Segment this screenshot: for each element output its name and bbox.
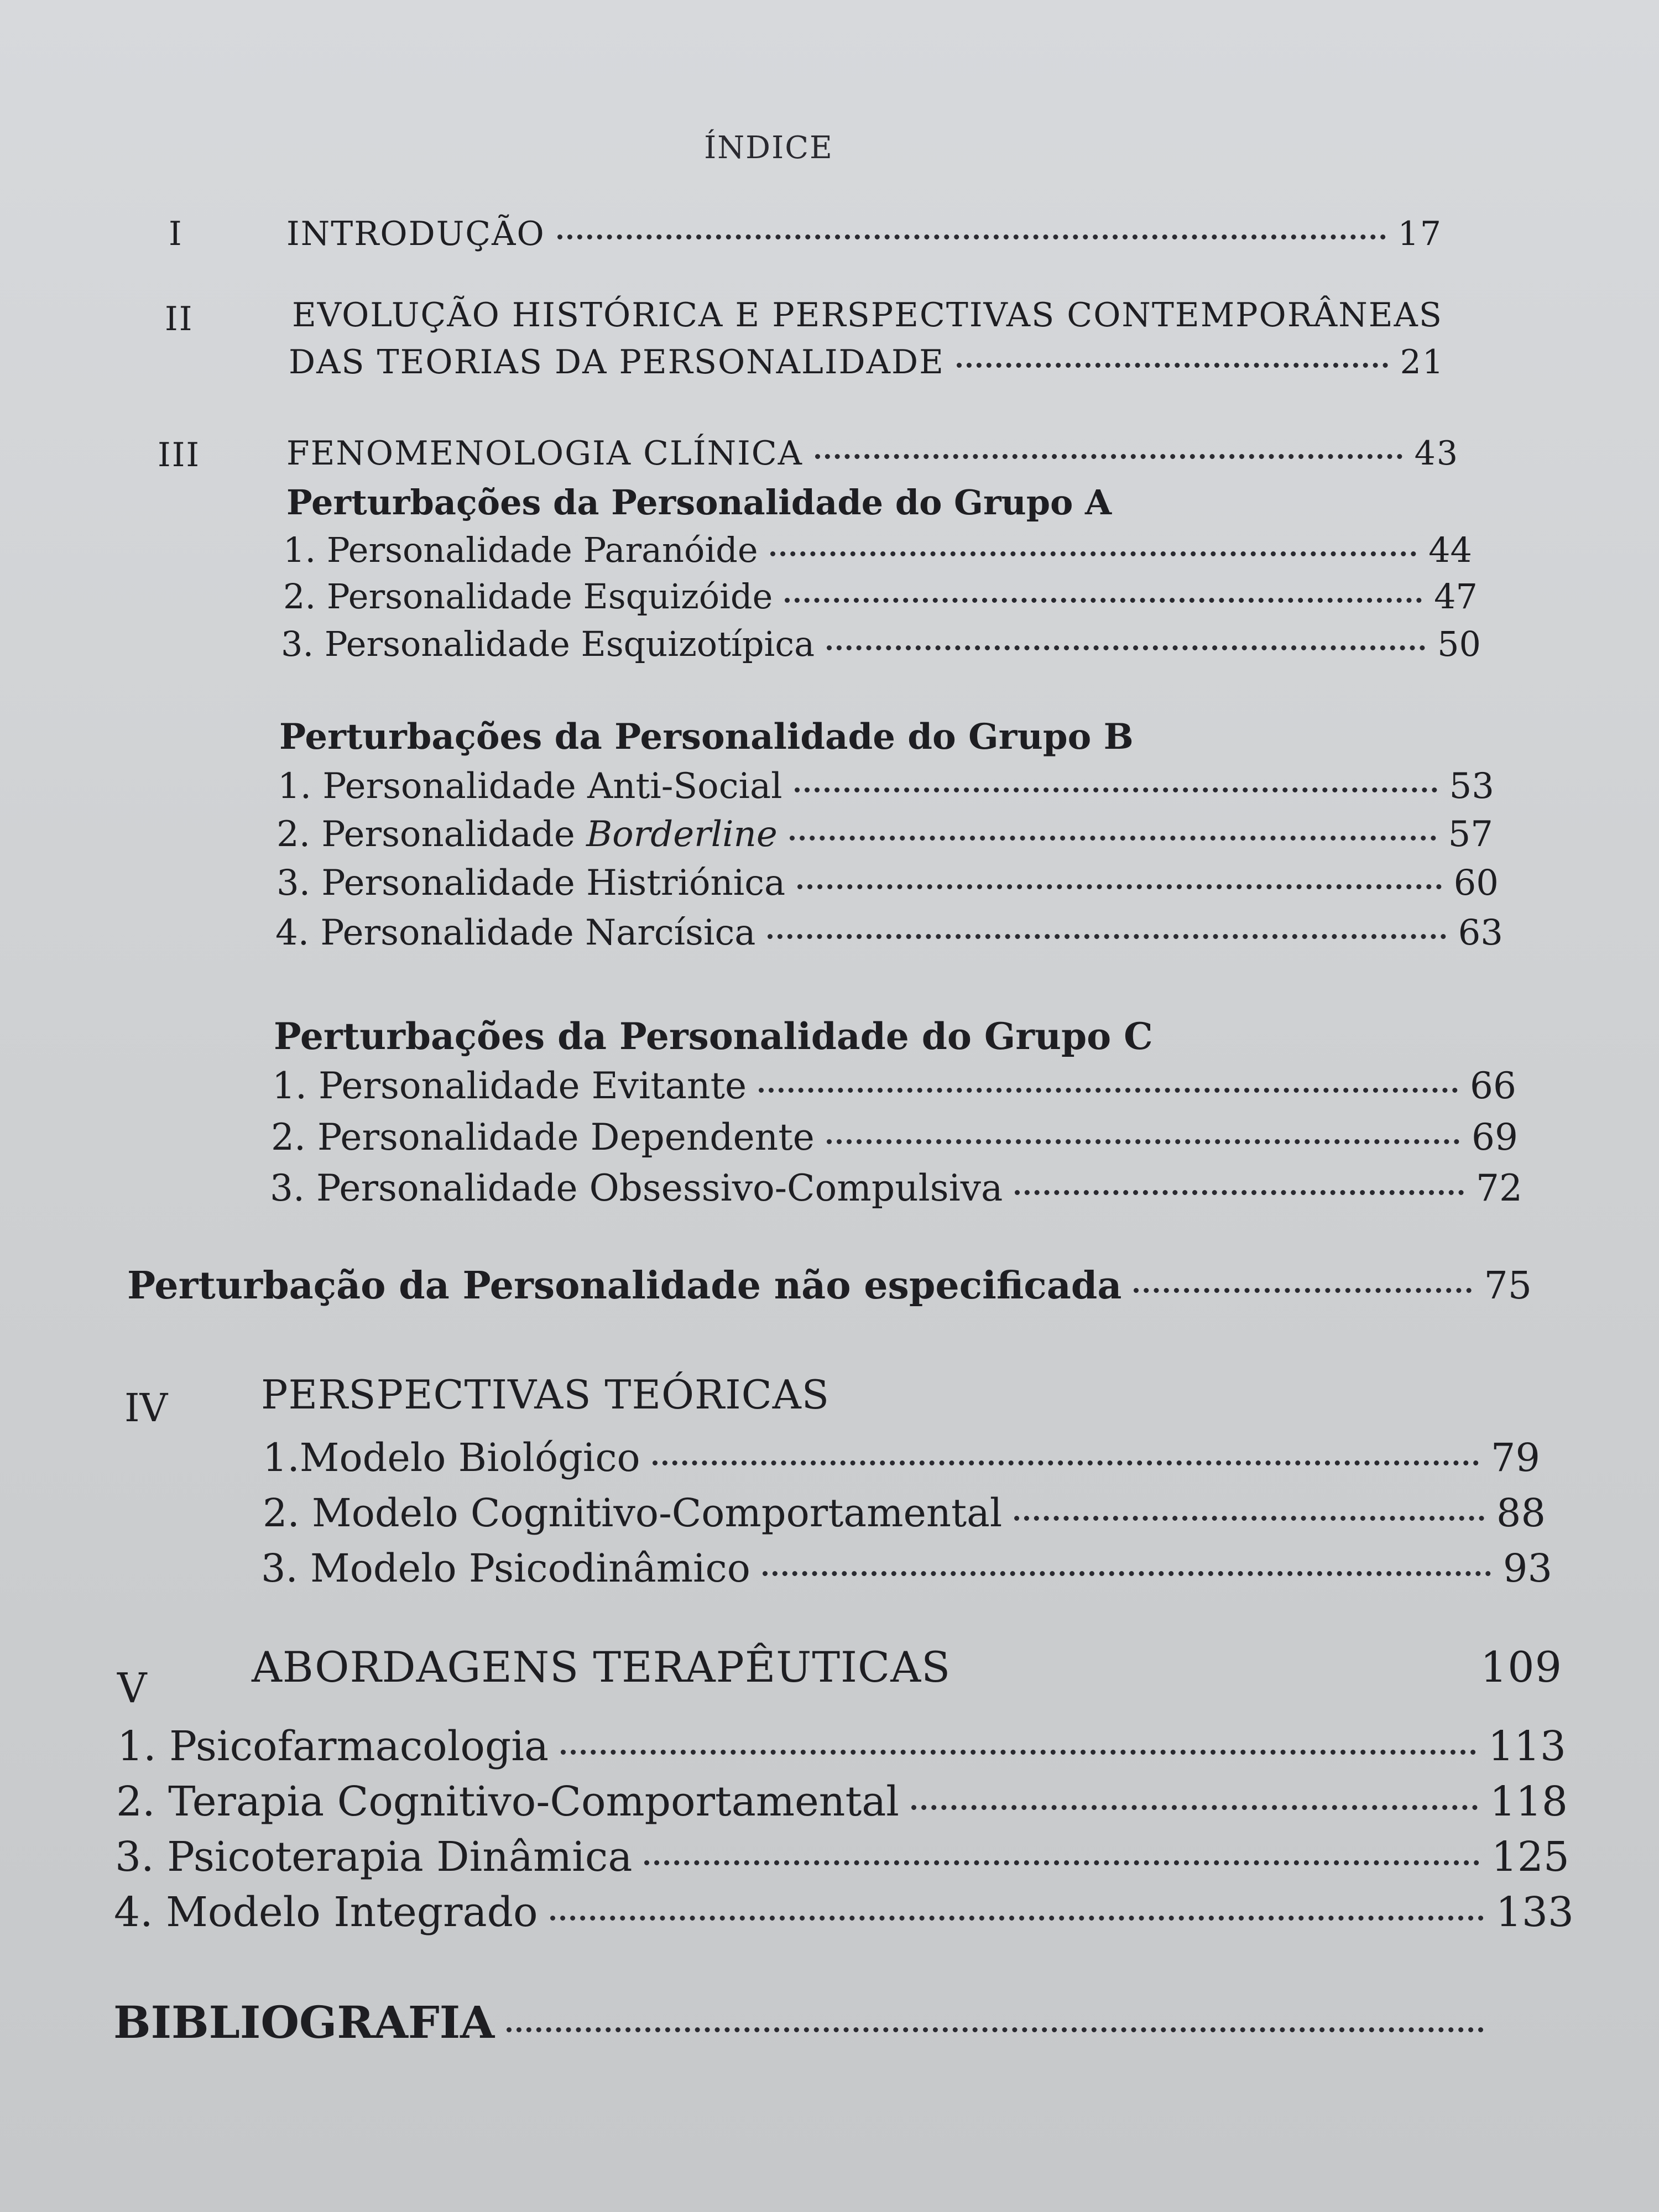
toc-entry-paranoide <box>283 530 1472 570</box>
group-b-heading <box>279 716 1134 758</box>
entry-page: 60 <box>1453 863 1499 904</box>
toc-entry-modelo-psicodinamico <box>261 1546 1552 1591</box>
dot-leader <box>827 1139 1459 1144</box>
group-c-heading <box>274 1015 1153 1058</box>
toc-entry-fenomenologia <box>286 434 1459 473</box>
entry-page: 113 <box>1488 1723 1566 1770</box>
toc-entry-borderline <box>276 814 1493 855</box>
toc-entry-bibliografia <box>113 1996 1496 2048</box>
dot-leader <box>797 884 1441 889</box>
entry-label: 1. Personalidade Evitante <box>272 1065 747 1107</box>
dot-leader <box>561 1750 1476 1755</box>
entry-label: 4. Personalidade Narcísica <box>275 912 756 953</box>
entry-page: 63 <box>1458 912 1503 953</box>
dot-leader <box>653 1460 1479 1465</box>
toc-entry-modelo-cognitivo <box>263 1490 1546 1536</box>
entry-label: 1. Personalidade Paranóide <box>283 530 758 570</box>
entry-label: PERSPECTIVAS TEÓRICAS <box>261 1371 830 1418</box>
toc-entry-esquizoide <box>283 576 1478 617</box>
toc-entry-evitante <box>272 1065 1516 1107</box>
dot-leader <box>795 787 1437 792</box>
dot-leader <box>644 1860 1479 1865</box>
entry-page: 118 <box>1489 1778 1568 1825</box>
entry-label: 2. Personalidade Esquizóide <box>283 576 773 617</box>
toc-entry-introducao <box>286 215 1442 253</box>
section-number-v: V <box>117 1665 147 1712</box>
group-a-heading <box>286 482 1112 523</box>
group-heading-text: Perturbações da Personalidade do Grupo A <box>286 482 1112 523</box>
entry-label: 4. Modelo Integrado <box>114 1888 538 1936</box>
toc-entry-psicoterapia-dinamica <box>115 1833 1569 1881</box>
dot-leader <box>759 1088 1458 1093</box>
section-number-iii: III <box>158 436 201 474</box>
entry-page: 93 <box>1503 1546 1552 1591</box>
toc-entry-modelo-integrado <box>114 1888 1574 1936</box>
dot-leader <box>1015 1190 1464 1195</box>
dot-leader <box>790 836 1436 841</box>
entry-page: 72 <box>1476 1167 1522 1209</box>
section-number-iv: IV <box>124 1385 168 1431</box>
dot-leader <box>557 234 1386 239</box>
toc-entry-historia-line1 <box>292 296 1453 335</box>
toc-entry-nao-especificada <box>127 1264 1532 1308</box>
entry-label: 1.Modelo Biológico <box>263 1435 640 1480</box>
entry-label: 2. Terapia Cognitivo-Comportamental <box>116 1778 899 1825</box>
entry-label: BIBLIOGRAFIA <box>113 1996 495 2048</box>
entry-label: 2. Personalidade Dependente <box>271 1116 815 1159</box>
entry-page: 44 <box>1428 530 1472 570</box>
toc-entry-obsessivo-compulsiva <box>270 1167 1522 1209</box>
entry-label-italic: Borderline <box>586 814 778 855</box>
dot-leader <box>550 1916 1484 1921</box>
entry-page: 43 <box>1414 434 1459 473</box>
entry-page: 17 <box>1397 215 1442 253</box>
toc-entry-histrionica <box>276 863 1499 904</box>
entry-page: 75 <box>1484 1264 1532 1308</box>
entry-page: 79 <box>1490 1435 1540 1480</box>
dot-leader <box>763 1571 1491 1576</box>
dot-leader <box>1134 1288 1472 1293</box>
group-heading-text: Perturbações da Personalidade do Grupo C <box>274 1015 1153 1058</box>
toc-entry-historia-line2 <box>289 343 1444 382</box>
section-heading-abordagens <box>252 1642 1562 1692</box>
entry-label <box>276 814 778 855</box>
toc-entry-modelo-biologico <box>263 1435 1540 1480</box>
entry-label: Perturbação da Personalidade não especificada <box>127 1264 1122 1308</box>
toc-entry-dependente <box>271 1116 1518 1159</box>
dot-leader <box>911 1805 1478 1810</box>
entry-page: 21 <box>1400 343 1444 382</box>
entry-label: 3. Psicoterapia Dinâmica <box>115 1833 633 1881</box>
toc-entry-psicofarmacologia <box>117 1723 1566 1770</box>
dot-leader <box>785 598 1422 603</box>
entry-page: 66 <box>1470 1065 1516 1107</box>
entry-label: INTRODUÇÃO <box>286 215 545 253</box>
entry-page: 57 <box>1448 814 1493 855</box>
entry-label: ABORDAGENS TERAPÊUTICAS <box>252 1642 951 1692</box>
entry-label-prefix: 2. Personalidade <box>276 814 587 855</box>
entry-label: 3. Personalidade Histriónica <box>276 863 786 904</box>
entry-page: 133 <box>1495 1888 1574 1936</box>
dot-leader <box>507 2027 1484 2032</box>
section-heading-perspectivas <box>261 1371 830 1418</box>
entry-page: 109 <box>1480 1642 1562 1692</box>
dot-leader <box>768 934 1446 939</box>
entry-page: 69 <box>1472 1116 1518 1159</box>
section-number-ii: II <box>165 300 194 338</box>
dot-leader <box>1014 1516 1484 1521</box>
dot-leader <box>827 645 1425 650</box>
dot-leader <box>770 551 1417 556</box>
entry-page: 88 <box>1496 1490 1546 1536</box>
dot-leader <box>815 454 1402 459</box>
toc-entry-anti-social <box>278 766 1494 807</box>
entry-label: 1. Personalidade Anti-Social <box>278 766 782 807</box>
toc-entry-esquizotipica <box>281 624 1481 664</box>
entry-label: 2. Modelo Cognitivo-Comportamental <box>263 1490 1003 1536</box>
entry-label: 3. Personalidade Esquizotípica <box>281 624 815 664</box>
entry-page: 125 <box>1491 1833 1569 1881</box>
toc-entry-terapia-cognitivo <box>116 1778 1568 1825</box>
entry-page: 47 <box>1434 576 1478 617</box>
entry-label: FENOMENOLOGIA CLÍNICA <box>286 434 804 473</box>
entry-page: 50 <box>1437 624 1481 664</box>
entry-label: DAS TEORIAS DA PERSONALIDADE <box>289 343 945 382</box>
page-title: ÍNDICE <box>704 130 833 166</box>
entry-label: 3. Modelo Psicodinâmico <box>261 1546 750 1591</box>
entry-label: 3. Personalidade Obsessivo-Compulsiva <box>270 1167 1003 1209</box>
toc-entry-narcisica <box>275 912 1503 953</box>
entry-page: 53 <box>1449 766 1494 807</box>
group-heading-text: Perturbações da Personalidade do Grupo B <box>279 716 1134 758</box>
section-number-i: I <box>169 215 183 253</box>
dot-leader <box>957 363 1388 368</box>
entry-label: 1. Psicofarmacologia <box>117 1723 549 1770</box>
entry-label: EVOLUÇÃO HISTÓRICA E PERSPECTIVAS CONTEMPORÂNEAS <box>292 296 1443 335</box>
